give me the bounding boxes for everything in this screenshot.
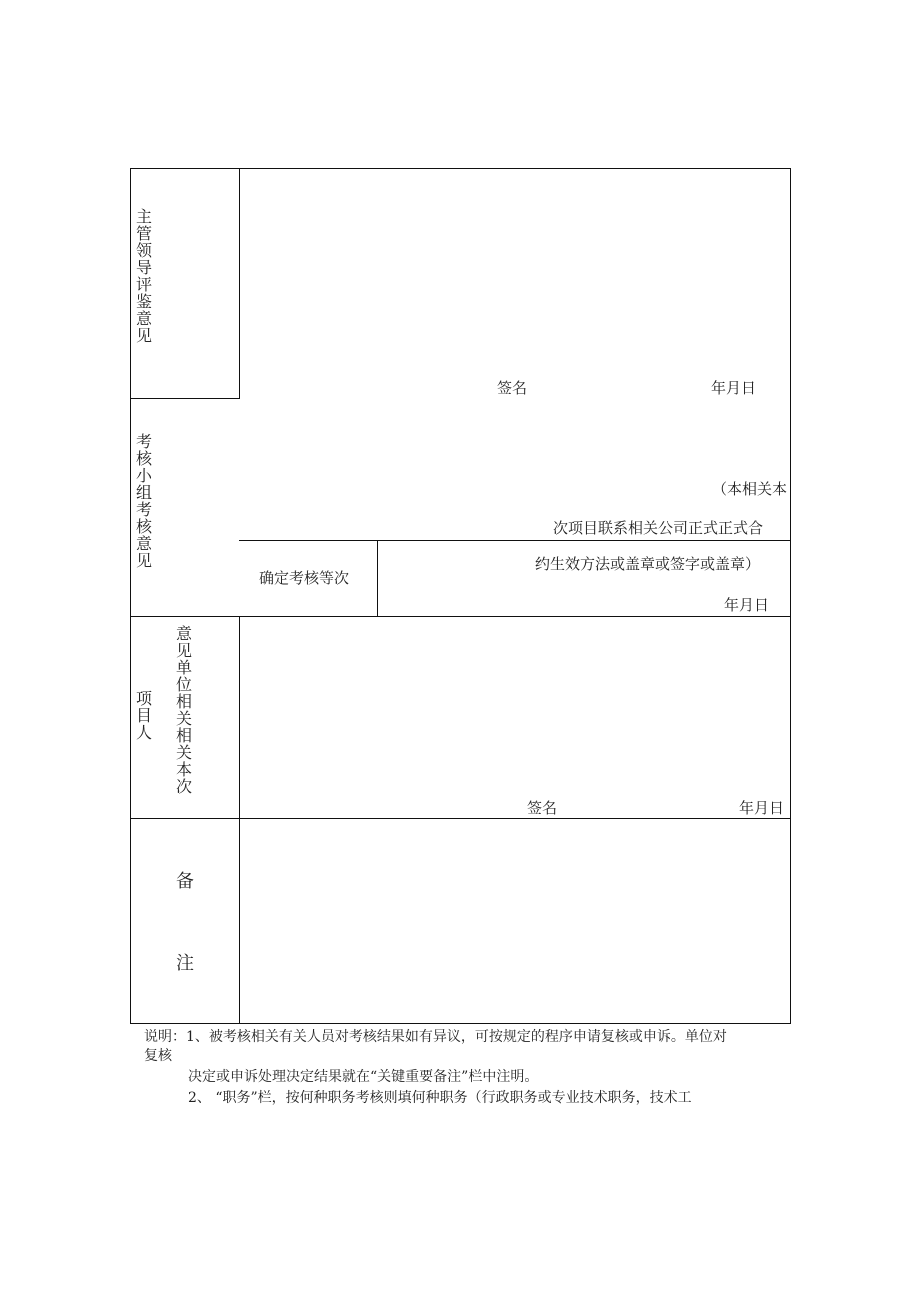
- person-label-b: 意见单位相关相关本次: [175, 624, 192, 796]
- person-section-bottom: [130, 818, 791, 819]
- note-line2: 决定或申诉处理决定结果就在“关键重要备注”栏中注明。: [188, 1069, 539, 1085]
- leader-signature-label: 签名: [497, 379, 528, 397]
- note-line3: 2、 “职务”栏，按何种职务考核则填何种职务（行政职务或专业技术职务，技术工: [188, 1090, 692, 1106]
- leader-opinion-label: 主管领导评鉴意见: [135, 207, 152, 345]
- note-line1b: 复核: [144, 1048, 172, 1064]
- group-text-line2: 次项目联系相关公司正式正式合: [553, 519, 764, 537]
- leader-date-label: 年月日: [711, 379, 757, 397]
- group-date-label: 年月日: [724, 596, 770, 614]
- remarks-label-char1: 备: [176, 871, 194, 892]
- note-line1: 说明：1、被考核相关有关人员对考核结果如有异议，可按规定的程序申请复核或申诉。单位对: [144, 1029, 727, 1045]
- group-text-line3: 约生效方法或盖章或签字或盖章）: [535, 555, 761, 573]
- person-label-a: 项目人: [135, 689, 152, 742]
- table-right-border: [790, 168, 791, 1024]
- group-text-line1: （本相关本: [712, 480, 788, 498]
- table-left-border: [130, 168, 131, 1024]
- person-signature-label: 签名: [527, 799, 558, 817]
- grade-row-top: [239, 540, 791, 541]
- label-divider-top: [239, 168, 240, 399]
- label-divider-person: [239, 616, 240, 1024]
- grade-label-divider: [377, 540, 378, 617]
- leader-label-bottom: [130, 398, 240, 399]
- table-bottom-border: [130, 1023, 791, 1024]
- grade-label: 确定考核等次: [259, 569, 350, 587]
- table-top-border: [130, 168, 791, 169]
- group-opinion-label: 考核小组考核意见: [135, 432, 152, 570]
- group-section-bottom: [130, 616, 791, 617]
- remarks-label-char2: 注: [176, 953, 194, 974]
- person-date-label: 年月日: [739, 799, 785, 817]
